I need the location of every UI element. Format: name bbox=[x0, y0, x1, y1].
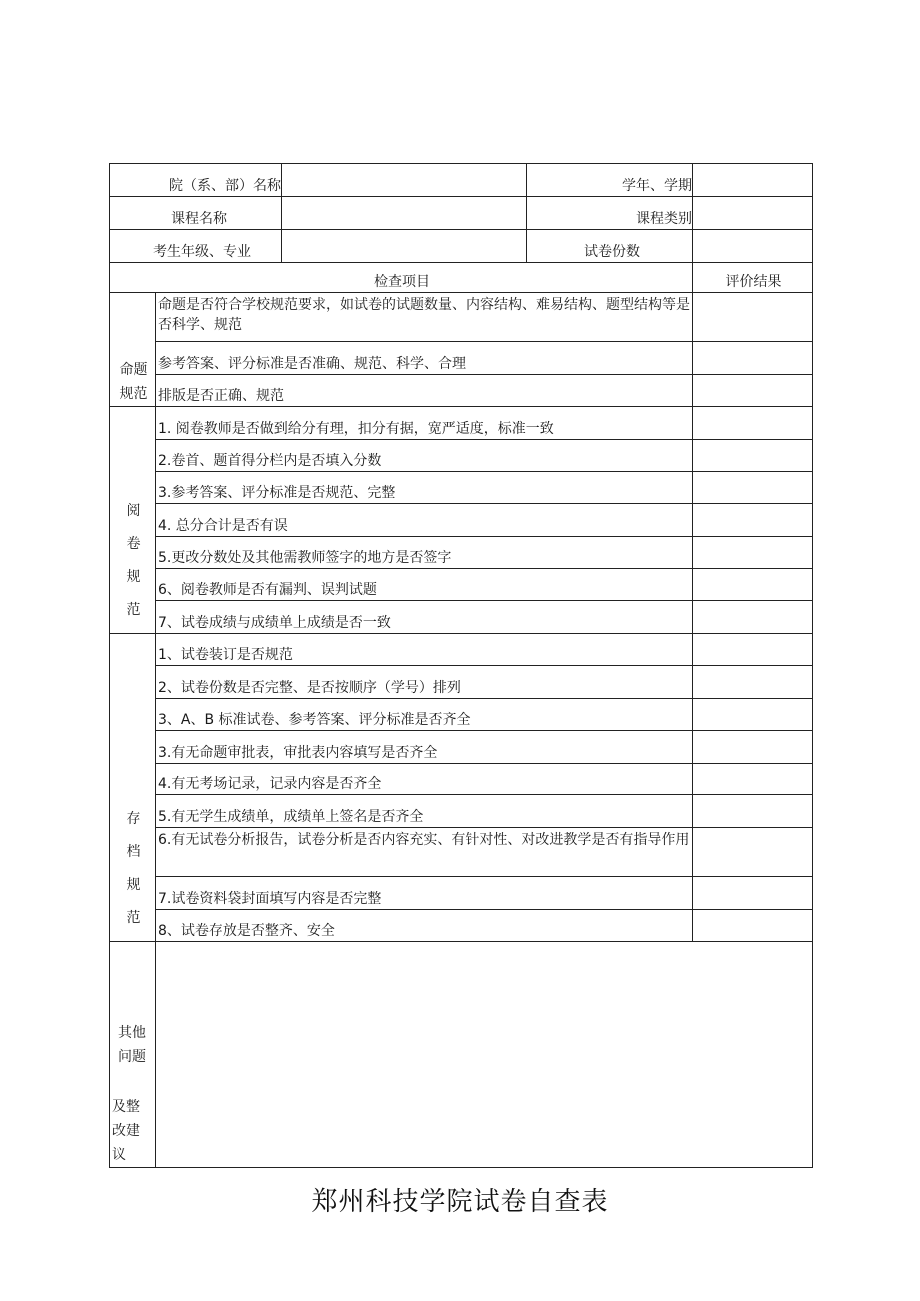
category-char: 卷 bbox=[126, 536, 141, 552]
header-row-course bbox=[110, 197, 813, 230]
evaluation-result-cell[interactable] bbox=[693, 764, 813, 795]
other-issues-row bbox=[110, 942, 813, 1168]
type-value-cell[interactable] bbox=[693, 197, 813, 230]
check-item-text: 参考答案、评分标准是否准确、规范、科学、合理 bbox=[156, 342, 693, 375]
check-row bbox=[110, 569, 813, 601]
category-char: 存 bbox=[126, 811, 141, 827]
check-row bbox=[110, 375, 813, 407]
column-header-items: 检查项目 bbox=[110, 263, 693, 293]
check-row bbox=[110, 795, 813, 828]
other-label-line: 其他 bbox=[118, 1025, 146, 1041]
evaluation-result-cell[interactable] bbox=[693, 504, 813, 537]
evaluation-result-cell[interactable] bbox=[693, 375, 813, 407]
check-row bbox=[110, 828, 813, 877]
check-item-text: 2、试卷份数是否完整、是否按顺序（学号）排列 bbox=[156, 666, 693, 699]
category-char: 范 bbox=[126, 910, 141, 926]
check-row bbox=[110, 601, 813, 634]
type-label: 课程类别 bbox=[527, 197, 693, 230]
check-item-text: 8、试卷存放是否整齐、安全 bbox=[156, 910, 693, 942]
term-label: 学年、学期 bbox=[527, 164, 693, 197]
evaluation-result-cell[interactable] bbox=[693, 731, 813, 764]
check-item-text: 命题是否符合学校规范要求，如试卷的试题数量、内容结构、难易结构、题型结构等是否科学、规范 bbox=[156, 293, 693, 342]
self-check-form-table bbox=[109, 163, 813, 1168]
evaluation-result-cell[interactable] bbox=[693, 293, 813, 342]
check-row bbox=[110, 504, 813, 537]
check-row bbox=[110, 293, 813, 342]
check-row bbox=[110, 877, 813, 910]
evaluation-result-cell[interactable] bbox=[693, 601, 813, 634]
check-item-text: 5.有无学生成绩单，成绩单上签名是否齐全 bbox=[156, 795, 693, 828]
check-row bbox=[110, 537, 813, 569]
check-row bbox=[110, 440, 813, 472]
check-item-text: 排版是否正确、规范 bbox=[156, 375, 693, 407]
evaluation-result-cell[interactable] bbox=[693, 795, 813, 828]
other-label-line: 议 bbox=[112, 1147, 126, 1163]
copies-value-cell[interactable] bbox=[693, 230, 813, 263]
check-item-text: 3.参考答案、评分标准是否规范、完整 bbox=[156, 472, 693, 504]
evaluation-result-cell[interactable] bbox=[693, 342, 813, 375]
category-char: 阅 bbox=[126, 503, 141, 519]
check-row bbox=[110, 731, 813, 764]
page-title: 郑州科技学院试卷自查表 bbox=[311, 1187, 609, 1217]
section-category-label bbox=[110, 407, 156, 634]
evaluation-result-cell[interactable] bbox=[693, 666, 813, 699]
check-row bbox=[110, 666, 813, 699]
check-item-text: 1. 阅卷教师是否做到给分有理，扣分有据，宽严适度，标准一致 bbox=[156, 407, 693, 440]
check-row bbox=[110, 342, 813, 375]
check-item-text: 3.有无命题审批表，审批表内容填写是否齐全 bbox=[156, 731, 693, 764]
check-item-text: 3、A、B 标准试卷、参考答案、评分标准是否齐全 bbox=[156, 699, 693, 731]
column-header-row bbox=[110, 263, 813, 293]
evaluation-result-cell[interactable] bbox=[693, 828, 813, 877]
section-category-label bbox=[110, 634, 156, 942]
section-category-label bbox=[110, 293, 156, 407]
evaluation-result-cell[interactable] bbox=[693, 699, 813, 731]
header-row-grade bbox=[110, 230, 813, 263]
other-issues-label bbox=[110, 942, 156, 1168]
check-row bbox=[110, 699, 813, 731]
dept-value-cell[interactable] bbox=[282, 164, 527, 197]
category-char: 规 bbox=[126, 569, 141, 585]
course-value-cell[interactable] bbox=[282, 197, 527, 230]
check-item-text: 4.有无考场记录，记录内容是否齐全 bbox=[156, 764, 693, 795]
grade-value-cell[interactable] bbox=[282, 230, 527, 263]
check-item-text: 1、试卷装订是否规范 bbox=[156, 634, 693, 666]
category-char: 规范 bbox=[119, 386, 148, 402]
check-item-text: 5.更改分数处及其他需教师签字的地方是否签字 bbox=[156, 537, 693, 569]
copies-label: 试卷份数 bbox=[527, 230, 693, 263]
other-label-line: 及整 bbox=[112, 1099, 140, 1115]
check-row bbox=[110, 472, 813, 504]
check-item-text: 7.试卷资料袋封面填写内容是否完整 bbox=[156, 877, 693, 910]
dept-label: 院（系、部）名称 bbox=[110, 164, 282, 197]
category-char: 范 bbox=[126, 602, 141, 618]
other-label-line: 问题 bbox=[118, 1049, 146, 1065]
check-row bbox=[110, 407, 813, 440]
category-char: 档 bbox=[126, 844, 141, 860]
term-value-cell[interactable] bbox=[693, 164, 813, 197]
other-issues-input-area[interactable] bbox=[156, 942, 813, 1168]
check-item-text: 6.有无试卷分析报告，试卷分析是否内容充实、有针对性、对改进教学是否有指导作用 bbox=[156, 828, 693, 877]
evaluation-result-cell[interactable] bbox=[693, 472, 813, 504]
grade-label: 考生年级、专业 bbox=[110, 230, 282, 263]
check-row bbox=[110, 634, 813, 666]
other-label-line: 改建 bbox=[112, 1123, 140, 1139]
evaluation-result-cell[interactable] bbox=[693, 569, 813, 601]
evaluation-result-cell[interactable] bbox=[693, 634, 813, 666]
check-item-text: 6、阅卷教师是否有漏判、误判试题 bbox=[156, 569, 693, 601]
check-row bbox=[110, 910, 813, 942]
category-char: 规 bbox=[126, 877, 141, 893]
evaluation-result-cell[interactable] bbox=[693, 407, 813, 440]
header-row-dept bbox=[110, 164, 813, 197]
evaluation-result-cell[interactable] bbox=[693, 910, 813, 942]
check-row bbox=[110, 764, 813, 795]
evaluation-result-cell[interactable] bbox=[693, 877, 813, 910]
evaluation-result-cell[interactable] bbox=[693, 537, 813, 569]
course-label: 课程名称 bbox=[110, 197, 282, 230]
check-item-text: 7、试卷成绩与成绩单上成绩是否一致 bbox=[156, 601, 693, 634]
column-header-result: 评价结果 bbox=[693, 263, 813, 293]
check-item-text: 4. 总分合计是否有误 bbox=[156, 504, 693, 537]
evaluation-result-cell[interactable] bbox=[693, 440, 813, 472]
category-char: 命题 bbox=[119, 362, 148, 378]
check-item-text: 2.卷首、题首得分栏内是否填入分数 bbox=[156, 440, 693, 472]
